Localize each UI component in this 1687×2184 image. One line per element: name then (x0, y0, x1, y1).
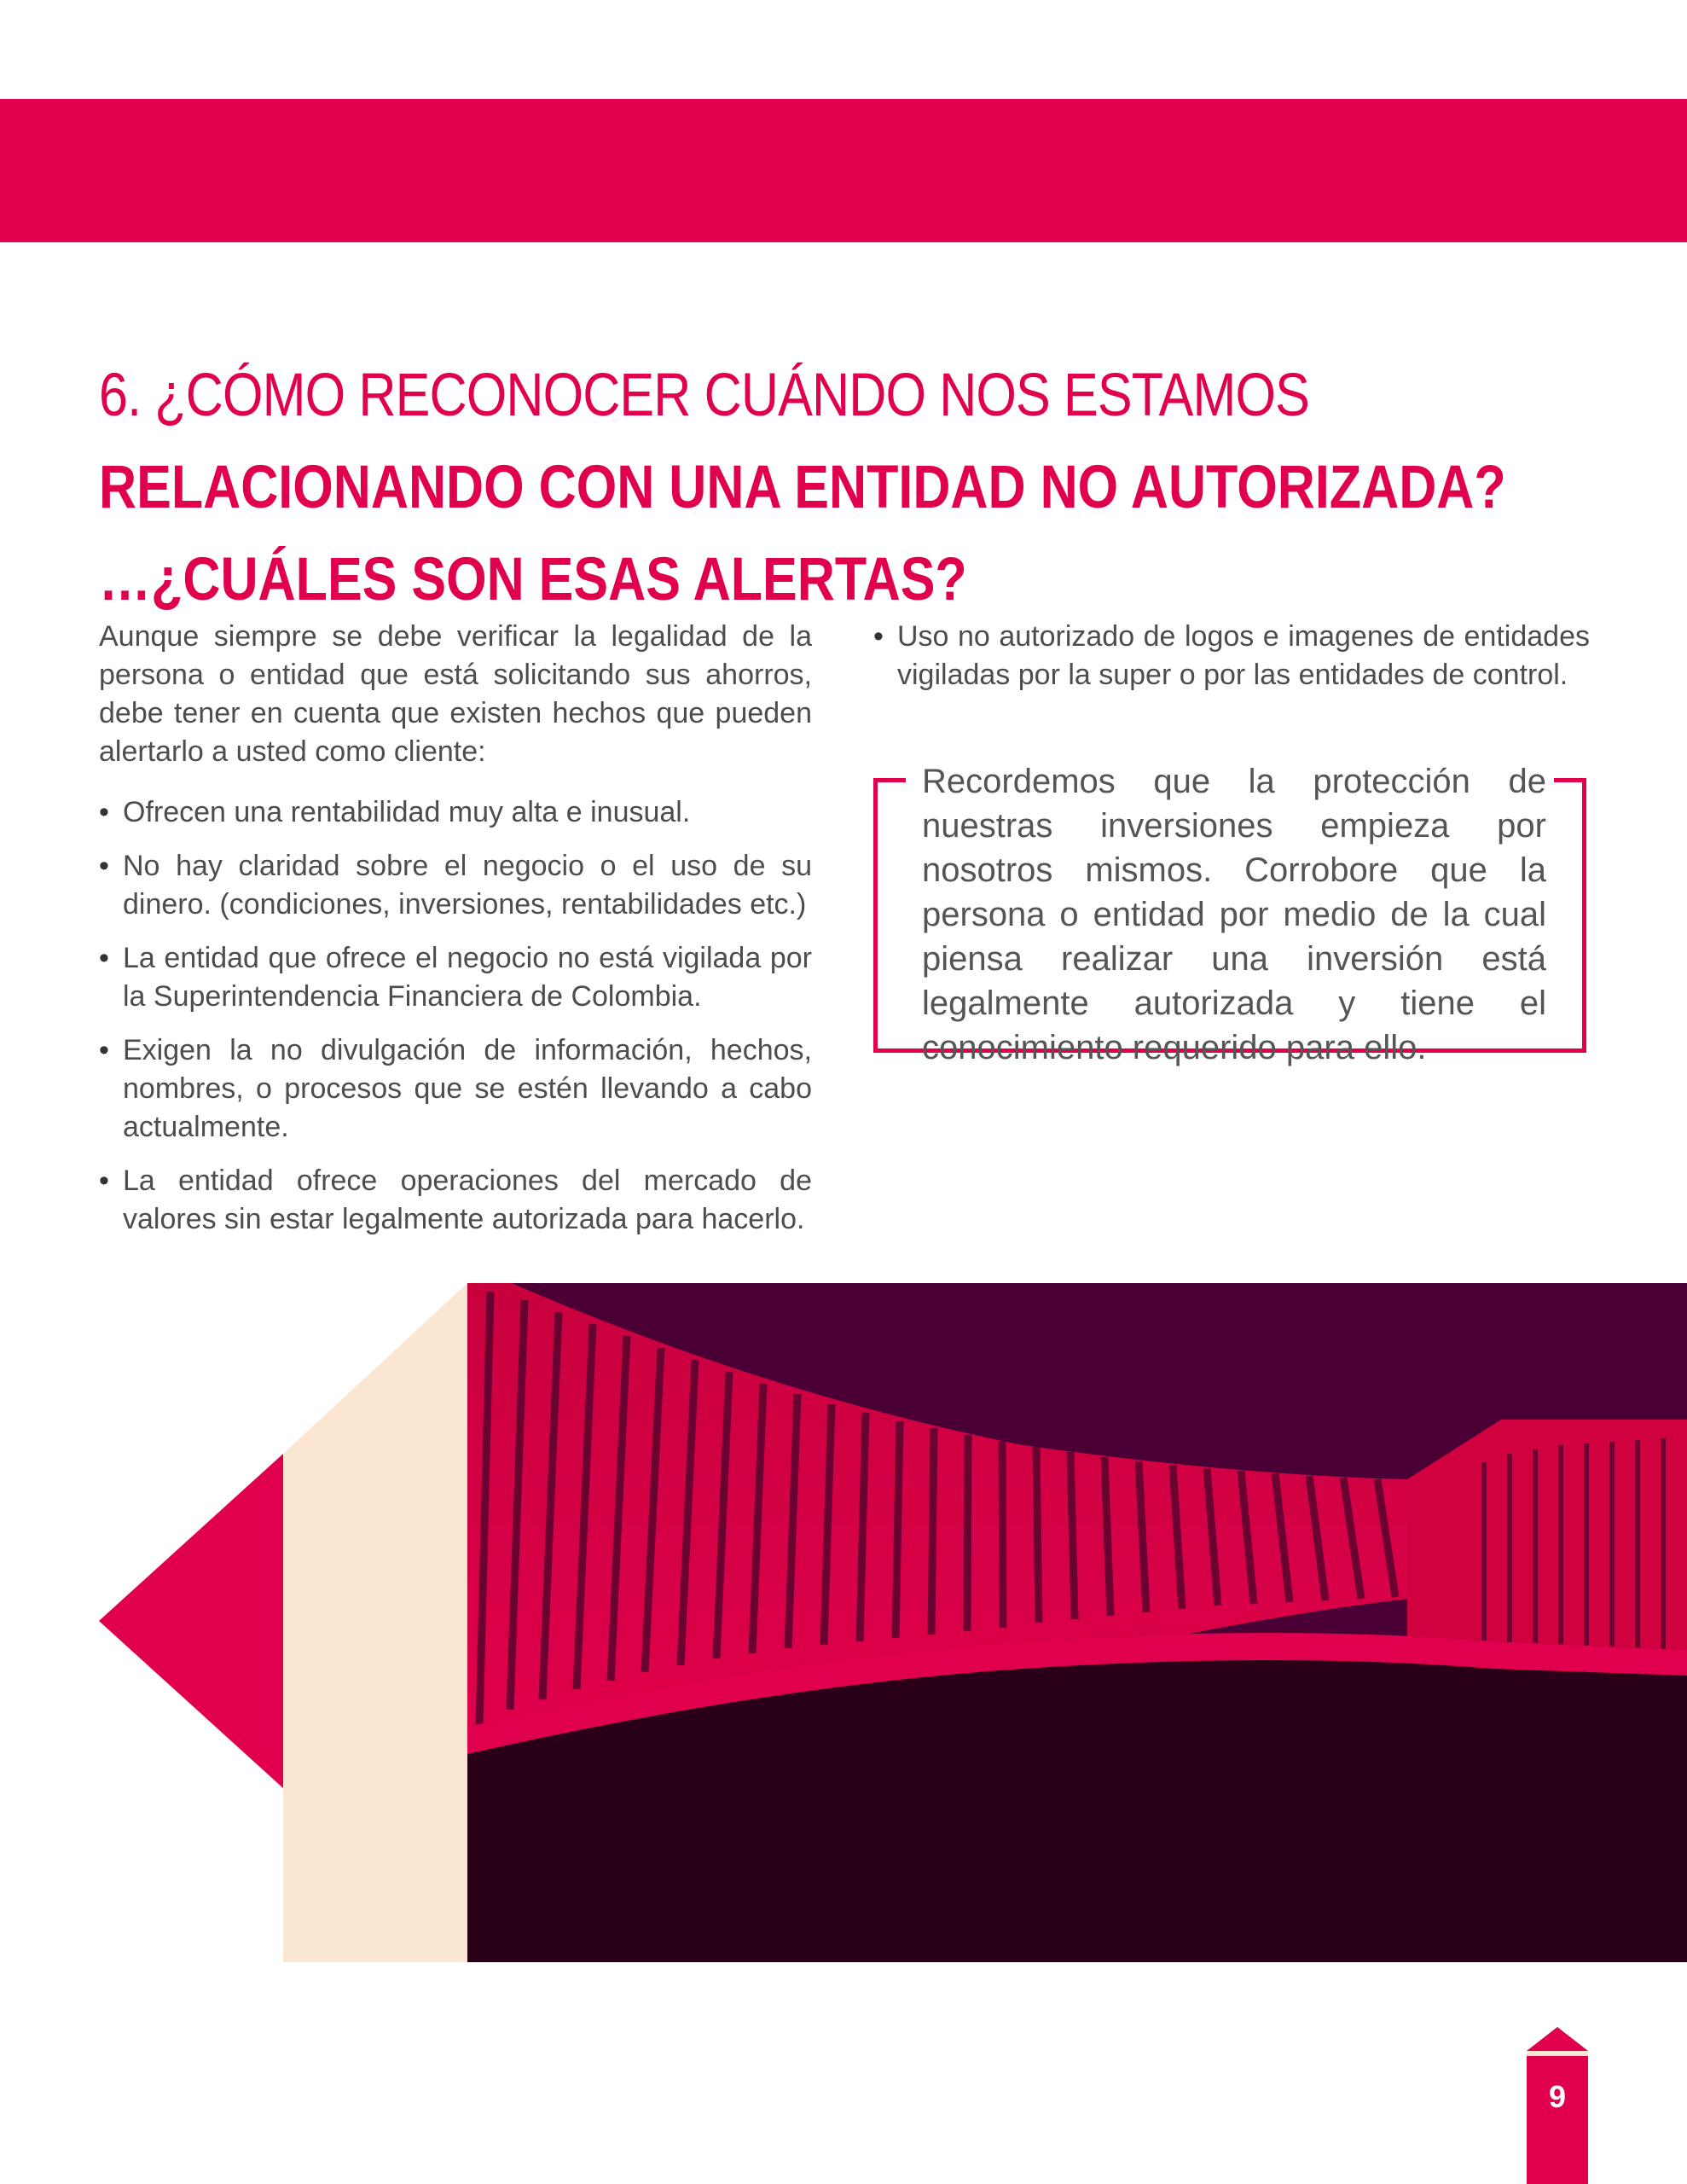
list-item (99, 1031, 812, 1147)
bullet-icon: • (99, 850, 109, 882)
right-column (873, 618, 1590, 710)
alert-list (99, 793, 812, 1239)
list-item-text: La entidad ofrece operaciones del mercado de valores sin estar legalmente autorizada para hacerlo. (123, 1165, 812, 1235)
intro-paragraph: Aunque siempre se debe verificar la legalidad de la persona o entidad que está solicitando sus ahorros, debe tener en cuenta que existen hechos que pueden alertarlo a usted como cliente: (99, 620, 812, 768)
title-line-1: 6. ¿CÓMO RECONOCER CUÁNDO NOS ESTAMOS (99, 362, 1310, 429)
pink-arrow-tip (99, 1454, 283, 1788)
callout-box (873, 763, 1586, 1066)
title-line-2: RELACIONANDO CON UNA ENTIDAD NO AUTORIZADA? (99, 454, 1506, 521)
list-item-text: Ofrecen una rentabilidad muy alta e inusual. (123, 796, 691, 828)
bullet-icon: • (873, 620, 884, 653)
bullet-icon: • (99, 1034, 109, 1066)
alert-list-continued (873, 618, 1590, 694)
list-item-text: La entidad que ofrece el negocio no está vigilada por la Superintendencia Financiera de Colombia. (123, 942, 812, 1013)
bullet-icon: • (99, 796, 109, 828)
list-item (99, 939, 812, 1016)
list-item (873, 618, 1590, 694)
callout-frame-corner-left (873, 778, 906, 782)
list-item (99, 1162, 812, 1239)
list-item (99, 793, 812, 832)
page-number: 9 (1548, 2079, 1567, 2114)
left-column (99, 618, 812, 1254)
list-item-text: Exigen la no divulgación de información, hechos, nombres, o procesos que se estén llevando a cabo actualmente. (123, 1034, 812, 1143)
list-item-text: Uso no autorizado de logos e imagenes de entidades vigiladas por la super o por las entidades de control. (897, 620, 1590, 691)
title-line-3: …¿CUÁLES SON ESAS ALERTAS? (99, 546, 967, 613)
list-item (99, 847, 812, 924)
building-photo (467, 1283, 1687, 1966)
header-band (0, 99, 1687, 242)
building-photo-graphic (0, 1283, 1687, 1966)
callout-text: Recordemos que la protección de nuestras inversiones empieza por nosotros mismos. Corrobore que la persona o entidad por medio de la cual piensa realizar una inversión está legalmente autorizada y tiene el conocimiento requerido para ello. (922, 763, 1546, 1066)
bullet-icon: • (99, 942, 109, 974)
bullet-icon: • (99, 1165, 109, 1197)
callout-frame-corner-right (1554, 778, 1586, 782)
list-item-text: No hay claridad sobre el negocio o el uso de su dinero. (condiciones, inversiones, rentabilidades etc.) (123, 850, 812, 921)
page-title (99, 350, 1634, 626)
